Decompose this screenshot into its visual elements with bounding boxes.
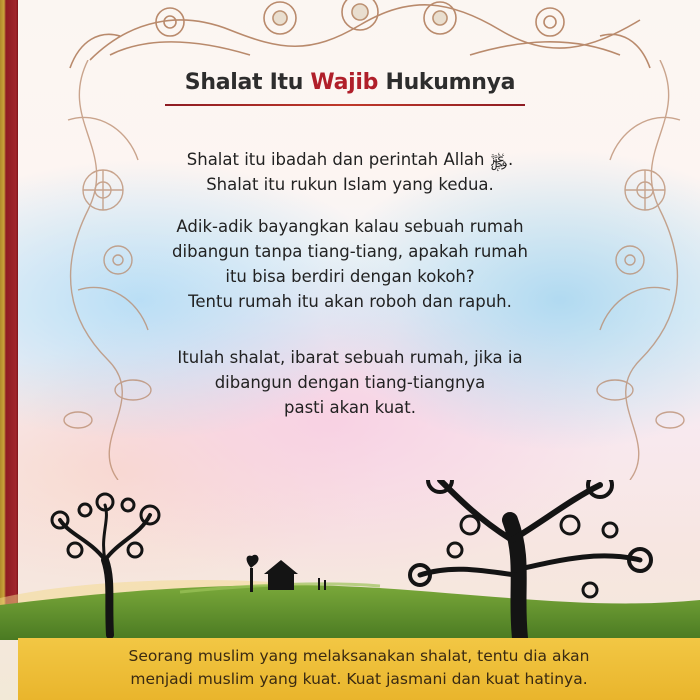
title-text-start: Shalat Itu	[184, 70, 311, 95]
paragraph-3	[150, 345, 550, 420]
caption-line: Seorang muslim yang melaksanakan shalat, tentu dia akan	[128, 647, 590, 665]
paragraph-2	[150, 214, 550, 314]
title-underline-divider	[165, 104, 525, 106]
page-title	[140, 70, 560, 95]
caption-band	[18, 638, 700, 700]
title-accent-word: Wajib	[310, 70, 379, 95]
paragraph-1	[150, 147, 550, 197]
floral-frame-right-ornament	[560, 60, 700, 480]
paragraph-line: Adik-adik bayangkan kalau sebuah rumah	[176, 217, 524, 236]
paragraph-line: dibangun tanpa tiang-tiang, apakah rumah	[172, 242, 528, 261]
paragraph-line: dibangun dengan tiang-tiangnya	[214, 373, 486, 392]
caption-line: menjadi muslim yang kuat. Kuat jasmani dan kuat hatinya.	[130, 670, 588, 688]
paragraph-line: Tentu rumah itu akan roboh dan rapuh.	[188, 292, 512, 311]
title-text-end: Hukumnya	[378, 70, 516, 95]
paragraph-line: Shalat itu ibadah dan perintah Allah ﷿.	[186, 150, 514, 169]
paragraph-line: Itulah shalat, ibarat sebuah rumah, jika ia	[177, 348, 523, 367]
paragraph-line: pasti akan kuat.	[284, 398, 416, 417]
paragraph-line: Shalat itu rukun Islam yang kedua.	[206, 175, 494, 194]
paragraph-line: itu bisa berdiri dengan kokoh?	[225, 267, 475, 286]
landscape-illustration	[0, 480, 700, 640]
